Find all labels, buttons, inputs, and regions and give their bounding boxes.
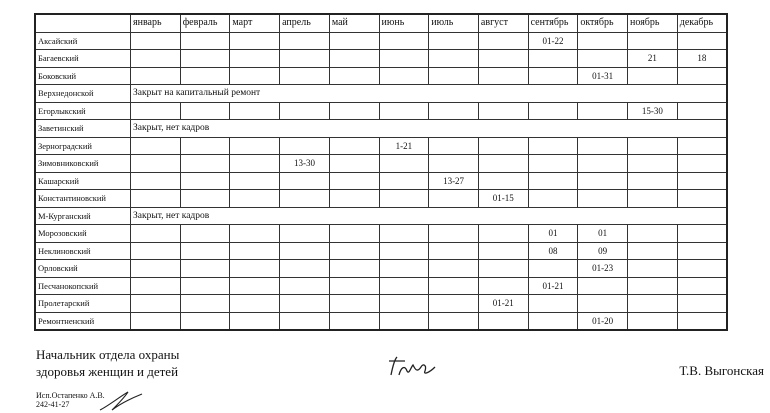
month-cell bbox=[379, 312, 429, 330]
month-cell bbox=[429, 102, 479, 120]
month-cell bbox=[478, 172, 528, 190]
month-cell bbox=[280, 277, 330, 295]
month-cell bbox=[478, 50, 528, 68]
month-cell bbox=[280, 32, 330, 50]
month-cell bbox=[131, 312, 181, 330]
month-cell bbox=[478, 137, 528, 155]
month-cell bbox=[578, 137, 628, 155]
month-cell bbox=[478, 225, 528, 243]
table-row bbox=[35, 312, 727, 330]
month-cell bbox=[180, 312, 230, 330]
month-cell bbox=[628, 67, 678, 85]
district-name: Ремонтненский bbox=[35, 312, 131, 330]
month-cell bbox=[628, 295, 678, 313]
month-cell bbox=[230, 155, 280, 173]
position-title-line2: здоровья женщин и детей bbox=[36, 364, 179, 379]
district-name: Кашарский bbox=[35, 172, 131, 190]
month-cell bbox=[478, 155, 528, 173]
month-cell bbox=[180, 242, 230, 260]
month-cell: 01-21 bbox=[478, 295, 528, 313]
month-cell bbox=[379, 155, 429, 173]
month-cell: 09 bbox=[578, 242, 628, 260]
month-cell bbox=[379, 260, 429, 278]
month-cell bbox=[628, 32, 678, 50]
table-row bbox=[35, 242, 727, 260]
month-cell bbox=[180, 137, 230, 155]
month-cell bbox=[280, 295, 330, 313]
month-cell bbox=[280, 102, 330, 120]
month-cell bbox=[429, 260, 479, 278]
month-cell bbox=[131, 102, 181, 120]
month-cell bbox=[180, 67, 230, 85]
district-name: Верхнедонской bbox=[35, 85, 131, 103]
month-cell: 08 bbox=[528, 242, 578, 260]
month-cell bbox=[677, 32, 727, 50]
month-cell bbox=[677, 277, 727, 295]
table-row bbox=[35, 85, 727, 103]
month-cell bbox=[230, 32, 280, 50]
month-header: сентябрь bbox=[528, 14, 578, 32]
month-cell bbox=[478, 102, 528, 120]
month-cell bbox=[677, 155, 727, 173]
table-row bbox=[35, 32, 727, 50]
month-cell bbox=[677, 242, 727, 260]
month-cell bbox=[131, 155, 181, 173]
month-header: май bbox=[329, 14, 379, 32]
month-cell: 13-27 bbox=[429, 172, 479, 190]
month-cell bbox=[230, 50, 280, 68]
month-cell bbox=[677, 67, 727, 85]
month-header: июль bbox=[429, 14, 479, 32]
month-cell bbox=[578, 102, 628, 120]
month-cell: 01-21 bbox=[528, 277, 578, 295]
month-cell bbox=[429, 312, 479, 330]
corner-header-cell bbox=[35, 14, 131, 32]
month-cell bbox=[578, 190, 628, 208]
month-cell bbox=[230, 242, 280, 260]
month-cell: 01-23 bbox=[578, 260, 628, 278]
month-header: октябрь bbox=[578, 14, 628, 32]
executor-block bbox=[36, 391, 105, 409]
month-cell bbox=[180, 172, 230, 190]
month-cell bbox=[578, 172, 628, 190]
month-cell bbox=[131, 67, 181, 85]
month-cell bbox=[429, 137, 479, 155]
table-row bbox=[35, 120, 727, 138]
month-cell bbox=[329, 102, 379, 120]
month-cell bbox=[131, 32, 181, 50]
month-cell bbox=[131, 295, 181, 313]
month-cell bbox=[429, 295, 479, 313]
month-cell bbox=[180, 225, 230, 243]
month-cell bbox=[280, 67, 330, 85]
table-row bbox=[35, 155, 727, 173]
month-cell bbox=[280, 137, 330, 155]
month-cell bbox=[329, 190, 379, 208]
month-cell bbox=[578, 155, 628, 173]
month-header: август bbox=[478, 14, 528, 32]
month-cell bbox=[230, 260, 280, 278]
month-cell bbox=[180, 32, 230, 50]
month-cell bbox=[180, 277, 230, 295]
month-cell bbox=[280, 50, 330, 68]
month-cell bbox=[329, 137, 379, 155]
month-cell bbox=[230, 312, 280, 330]
month-cell: 15-30 bbox=[628, 102, 678, 120]
month-cell bbox=[528, 137, 578, 155]
month-header: февраль bbox=[180, 14, 230, 32]
month-cell bbox=[478, 260, 528, 278]
district-name: Орловский bbox=[35, 260, 131, 278]
district-name: Зимовниковский bbox=[35, 155, 131, 173]
month-cell bbox=[230, 137, 280, 155]
month-cell bbox=[429, 242, 479, 260]
schedule-table bbox=[34, 13, 728, 331]
month-cell bbox=[578, 277, 628, 295]
month-cell bbox=[429, 155, 479, 173]
month-cell bbox=[628, 155, 678, 173]
month-cell bbox=[230, 67, 280, 85]
month-cell bbox=[528, 172, 578, 190]
month-cell bbox=[329, 172, 379, 190]
month-cell bbox=[628, 190, 678, 208]
month-cell: 21 bbox=[628, 50, 678, 68]
month-cell bbox=[180, 295, 230, 313]
month-cell bbox=[628, 312, 678, 330]
district-name: Неклиновский bbox=[35, 242, 131, 260]
district-name: Зерноградский bbox=[35, 137, 131, 155]
month-cell bbox=[628, 225, 678, 243]
handwritten-signature bbox=[385, 355, 445, 381]
month-cell bbox=[677, 137, 727, 155]
month-cell bbox=[628, 277, 678, 295]
month-cell bbox=[528, 295, 578, 313]
district-name: Егорлыкский bbox=[35, 102, 131, 120]
row-note: Закрыт, нет кадров bbox=[131, 120, 728, 138]
month-cell bbox=[528, 50, 578, 68]
month-cell bbox=[230, 277, 280, 295]
month-cell bbox=[131, 190, 181, 208]
month-cell bbox=[478, 32, 528, 50]
month-cell bbox=[677, 102, 727, 120]
month-header: апрель bbox=[280, 14, 330, 32]
month-cell bbox=[329, 32, 379, 50]
month-cell bbox=[329, 225, 379, 243]
month-cell bbox=[578, 32, 628, 50]
month-cell bbox=[329, 50, 379, 68]
month-cell bbox=[280, 190, 330, 208]
month-cell: 13-30 bbox=[280, 155, 330, 173]
table-row bbox=[35, 50, 727, 68]
district-name: Константиновский bbox=[35, 190, 131, 208]
month-cell bbox=[280, 172, 330, 190]
month-cell bbox=[429, 190, 479, 208]
month-cell: 1-21 bbox=[379, 137, 429, 155]
month-cell bbox=[677, 225, 727, 243]
month-cell bbox=[429, 67, 479, 85]
month-cell bbox=[230, 172, 280, 190]
month-cell bbox=[180, 102, 230, 120]
month-cell: 01-20 bbox=[578, 312, 628, 330]
month-cell bbox=[429, 32, 479, 50]
month-cell bbox=[180, 155, 230, 173]
month-cell bbox=[131, 50, 181, 68]
district-name: М-Курганский bbox=[35, 207, 131, 225]
signature-block bbox=[36, 346, 179, 380]
executor-phone: 242-41-27 bbox=[36, 400, 70, 409]
district-name: Песчанокопский bbox=[35, 277, 131, 295]
month-cell bbox=[478, 67, 528, 85]
month-header: декабрь bbox=[677, 14, 727, 32]
table-row bbox=[35, 277, 727, 295]
month-cell bbox=[230, 225, 280, 243]
month-cell bbox=[280, 260, 330, 278]
month-cell bbox=[379, 172, 429, 190]
month-cell bbox=[677, 260, 727, 278]
month-cell bbox=[180, 190, 230, 208]
month-cell bbox=[677, 172, 727, 190]
month-cell bbox=[478, 277, 528, 295]
month-cell bbox=[677, 190, 727, 208]
month-cell bbox=[131, 260, 181, 278]
month-cell bbox=[478, 312, 528, 330]
month-cell bbox=[379, 32, 429, 50]
month-cell bbox=[578, 295, 628, 313]
month-cell bbox=[528, 155, 578, 173]
month-cell bbox=[429, 277, 479, 295]
table-row bbox=[35, 260, 727, 278]
month-header: март bbox=[230, 14, 280, 32]
executor-signature bbox=[98, 388, 148, 413]
table-row bbox=[35, 295, 727, 313]
position-title-line1: Начальник отдела охраны bbox=[36, 347, 180, 362]
month-cell bbox=[379, 225, 429, 243]
month-cell bbox=[528, 67, 578, 85]
month-cell bbox=[429, 50, 479, 68]
month-cell bbox=[131, 137, 181, 155]
month-cell bbox=[329, 295, 379, 313]
month-cell bbox=[628, 137, 678, 155]
month-header: ноябрь bbox=[628, 14, 678, 32]
month-cell bbox=[379, 50, 429, 68]
table-row bbox=[35, 225, 727, 243]
month-cell bbox=[628, 172, 678, 190]
month-header: июнь bbox=[379, 14, 429, 32]
month-cell bbox=[528, 312, 578, 330]
month-cell bbox=[329, 260, 379, 278]
table-row bbox=[35, 207, 727, 225]
month-cell bbox=[180, 50, 230, 68]
district-name: Боковский bbox=[35, 67, 131, 85]
signer-name: Т.В. Выгонская bbox=[679, 363, 764, 378]
month-cell: 01 bbox=[578, 225, 628, 243]
month-cell bbox=[628, 242, 678, 260]
executor-name: Исп.Остапенко А.В. bbox=[36, 391, 105, 400]
month-cell bbox=[528, 102, 578, 120]
header-row bbox=[35, 14, 727, 32]
month-cell: 01-31 bbox=[578, 67, 628, 85]
month-cell bbox=[131, 172, 181, 190]
table-row bbox=[35, 172, 727, 190]
month-cell bbox=[677, 295, 727, 313]
month-cell bbox=[329, 312, 379, 330]
month-cell bbox=[379, 102, 429, 120]
row-note: Закрыт, нет кадров bbox=[131, 207, 728, 225]
month-cell bbox=[329, 277, 379, 295]
month-cell bbox=[379, 190, 429, 208]
table-row bbox=[35, 67, 727, 85]
month-cell bbox=[329, 67, 379, 85]
month-cell bbox=[131, 225, 181, 243]
row-note: Закрыт на капитальный ремонт bbox=[131, 85, 728, 103]
month-cell bbox=[280, 312, 330, 330]
district-name: Заветинский bbox=[35, 120, 131, 138]
month-cell bbox=[230, 295, 280, 313]
month-cell bbox=[528, 260, 578, 278]
month-cell bbox=[578, 50, 628, 68]
month-cell bbox=[677, 312, 727, 330]
table-row bbox=[35, 102, 727, 120]
month-cell bbox=[280, 242, 330, 260]
district-name: Пролетарский bbox=[35, 295, 131, 313]
month-cell bbox=[528, 190, 578, 208]
month-cell bbox=[230, 102, 280, 120]
month-cell bbox=[230, 190, 280, 208]
month-cell: 01-15 bbox=[478, 190, 528, 208]
month-cell: 01 bbox=[528, 225, 578, 243]
month-cell bbox=[280, 225, 330, 243]
month-cell: 18 bbox=[677, 50, 727, 68]
table-row bbox=[35, 190, 727, 208]
schedule-body bbox=[35, 32, 727, 330]
district-name: Морозовский bbox=[35, 225, 131, 243]
district-name: Аксайский bbox=[35, 32, 131, 50]
month-cell bbox=[131, 277, 181, 295]
month-cell bbox=[379, 295, 429, 313]
month-cell bbox=[131, 242, 181, 260]
month-cell bbox=[180, 260, 230, 278]
month-header: январь bbox=[131, 14, 181, 32]
district-name: Багаевский bbox=[35, 50, 131, 68]
month-cell bbox=[379, 242, 429, 260]
month-cell bbox=[478, 242, 528, 260]
month-cell bbox=[329, 242, 379, 260]
month-cell bbox=[329, 155, 379, 173]
month-cell bbox=[429, 225, 479, 243]
month-cell bbox=[628, 260, 678, 278]
month-cell bbox=[379, 277, 429, 295]
month-cell: 01-22 bbox=[528, 32, 578, 50]
month-cell bbox=[379, 67, 429, 85]
table-row bbox=[35, 137, 727, 155]
